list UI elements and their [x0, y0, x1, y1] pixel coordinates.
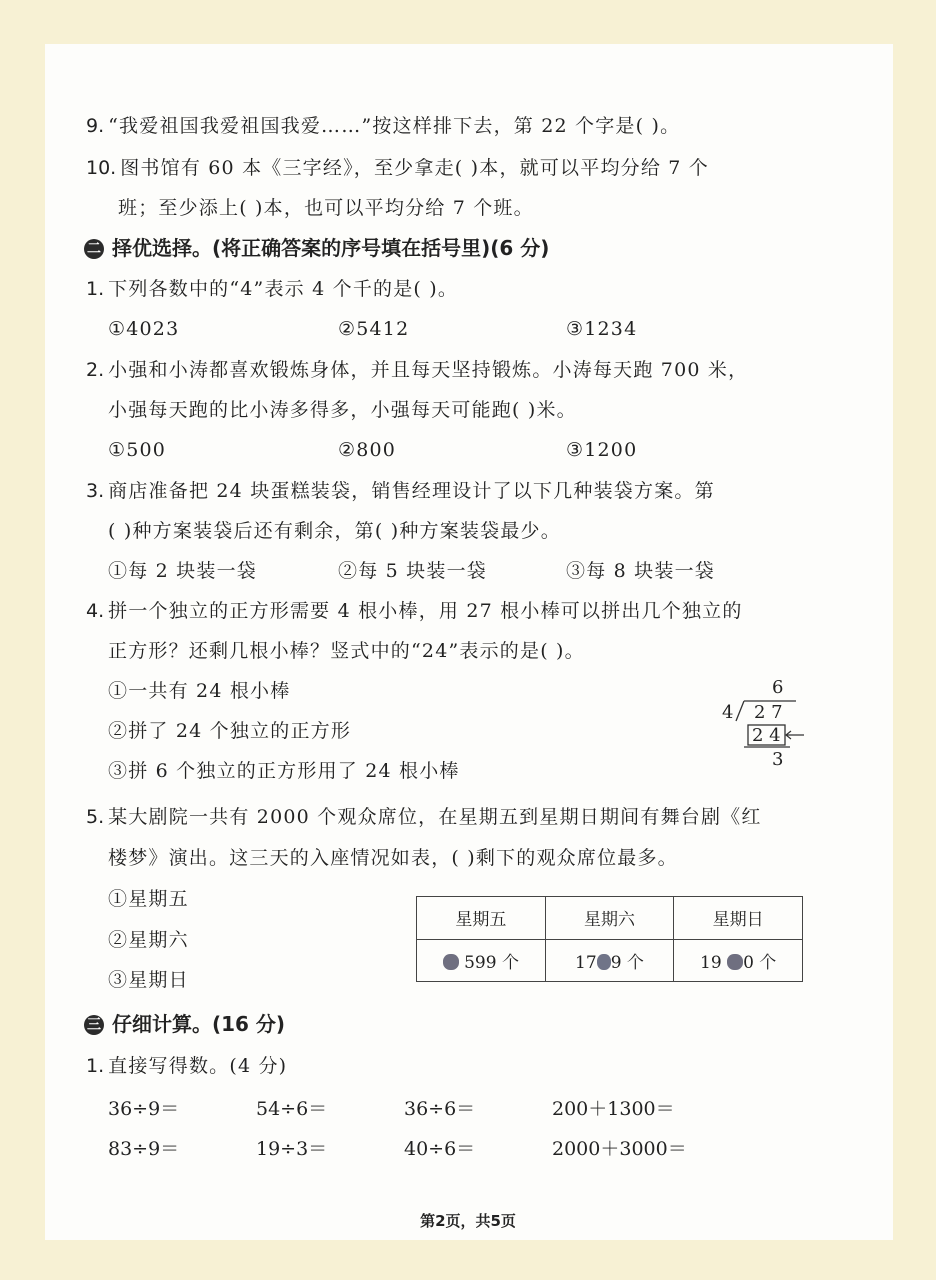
- ink-blot: [597, 954, 611, 970]
- option: ②每 5 块装一袋: [338, 560, 487, 582]
- option: ②星期六: [108, 929, 189, 951]
- ink-blot: [727, 954, 743, 970]
- table-header: 星期五: [417, 897, 546, 940]
- dividend: 2 7: [754, 702, 783, 723]
- option: ①500: [108, 439, 167, 461]
- quotient: 6: [772, 677, 784, 698]
- calc-item: 54÷6＝: [256, 1098, 328, 1120]
- calc-item: 83÷9＝: [108, 1138, 180, 1160]
- choice-q5-line2: 楼梦》演出。这三天的入座情况如表，( )剩下的观众席位最多。: [108, 847, 678, 869]
- seat-table: [416, 896, 803, 982]
- choice-q4: 4. 拼一个独立的正方形需要 4 根小棒，用 27 根小棒可以拼出几个独立的: [86, 600, 743, 622]
- section-3-heading: 三 仔细计算。(16 分): [84, 1010, 285, 1038]
- choice-q2-line2: 小强每天跑的比小涛多得多，小强每天可能跑( )米。: [108, 399, 577, 421]
- ink-blot: [443, 954, 459, 970]
- calc-item: 36÷9＝: [108, 1098, 180, 1120]
- choice-q2: 2. 小强和小涛都喜欢锻炼身体，并且每天坚持锻炼。小涛每天跑 700 米，: [86, 359, 749, 381]
- divisor: 4: [722, 702, 734, 723]
- calc-heading: 1. 直接写得数。(4 分): [86, 1055, 288, 1077]
- calc-item: 40÷6＝: [404, 1138, 476, 1160]
- choice-q3: 3. 商店准备把 24 块蛋糕装袋，销售经理设计了以下几种装袋方案。第: [86, 480, 715, 502]
- table-cell: 599 个: [417, 939, 546, 982]
- option: ②800: [338, 439, 397, 461]
- product: 2 4: [752, 725, 781, 746]
- remainder: 3: [772, 749, 784, 770]
- choice-q1: 1. 下列各数中的“4”表示 4 个千的是( )。: [86, 278, 459, 300]
- long-division: [720, 678, 820, 768]
- calc-item: 19÷3＝: [256, 1138, 328, 1160]
- section-2-heading: 二 择优选择。(将正确答案的序号填在括号里)(6 分): [84, 234, 549, 262]
- section-badge: 二: [84, 239, 104, 259]
- calc-item: 200＋1300＝: [552, 1098, 675, 1120]
- table-cell: 17 9 个: [545, 939, 674, 982]
- option: ③1200: [566, 439, 638, 461]
- question-9: 9. “我爱祖国我爱祖国我爱……”按这样排下去，第 22 个字是( )。: [86, 115, 681, 137]
- option: ②5412: [338, 318, 410, 340]
- table-header-row: [417, 897, 803, 940]
- choice-q4-line2: 正方形？还剩几根小棒？竖式中的“24”表示的是( )。: [108, 640, 585, 662]
- option: ③1234: [566, 318, 638, 340]
- option: ①4023: [108, 318, 180, 340]
- choice-q5: 5. 某大剧院一共有 2000 个观众席位，在星期五到星期日期间有舞台剧《红: [86, 806, 762, 828]
- option: ③每 8 块装一袋: [566, 560, 715, 582]
- section-badge: 三: [84, 1015, 104, 1035]
- option: ③拼 6 个独立的正方形用了 24 根小棒: [108, 760, 460, 782]
- option: ①一共有 24 根小棒: [108, 680, 291, 702]
- table-cell: 19 0 个: [674, 939, 803, 982]
- option: ③星期日: [108, 969, 189, 991]
- table-header: 星期日: [674, 897, 803, 940]
- table-header: 星期六: [545, 897, 674, 940]
- option: ②拼了 24 个独立的正方形: [108, 720, 352, 742]
- calc-item: 36÷6＝: [404, 1098, 476, 1120]
- page-footer: 第2页，共5页: [420, 1212, 516, 1230]
- choice-q3-line2: ( )种方案装袋后还有剩余，第( )种方案装袋最少。: [108, 520, 561, 542]
- option: ①星期五: [108, 888, 189, 910]
- question-10-line2: 班；至少添上( )本，也可以平均分给 7 个班。: [118, 197, 534, 219]
- option: ①每 2 块装一袋: [108, 560, 257, 582]
- question-10: 10. 图书馆有 60 本《三字经》，至少拿走( )本，就可以平均分给 7 个: [86, 157, 710, 179]
- calc-item: 2000＋3000＝: [552, 1138, 687, 1160]
- table-row: [417, 939, 803, 982]
